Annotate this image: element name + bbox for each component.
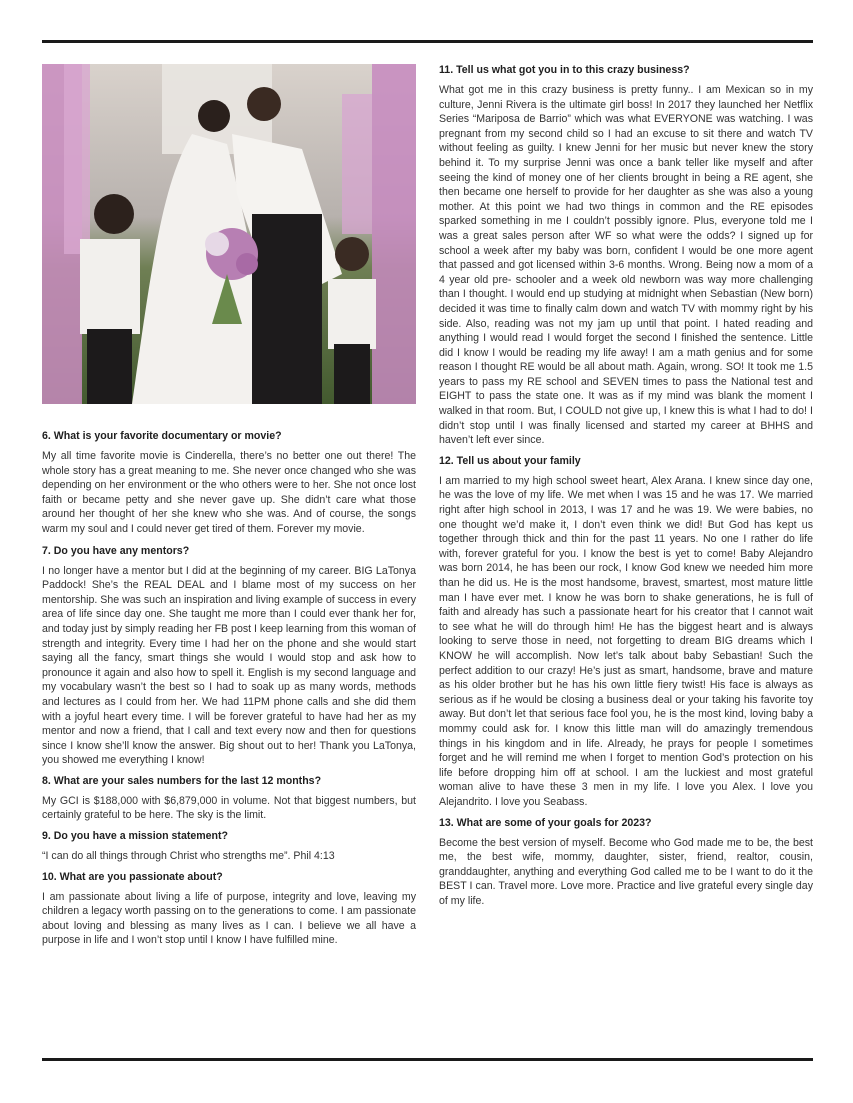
question-12 bbox=[439, 455, 813, 810]
question-10-answer: I am passionate about living a life of purpose, integrity and love, leaving my children a legacy worth passing on to the generations to come. I am passionate about loving and blessing as many lives as I can. I believe we all have a purpose in life and I won’t stop until I know I have fulfilled mine. bbox=[42, 890, 416, 947]
question-7-heading: 7. Do you have any mentors? bbox=[42, 544, 190, 557]
question-9-answer: “I can do all things through Christ who strengths me”. Phil 4:13 bbox=[42, 850, 335, 863]
question-12-heading: 12. Tell us about your family bbox=[439, 454, 581, 467]
question-9 bbox=[42, 830, 416, 864]
right-column bbox=[439, 64, 813, 915]
question-12-answer: I am married to my high school sweet heart, Alex Arana. I knew since day one, he was the love of my life. We met when I was 15 and he was 17. We married right after high school in 2013, I was 17 and he was 19. We were babies, no one thought we’d make it, I don’t even think we did! But God has kept us together through thick and thin for the past 11 years. No one I rather do life with, forever grateful for you. I know the best is yet to come! Baby Alejandro was born 2014, he has been our rock, I know God knew we needed him more than he did us. He is the most handsome, bravest, smartest, most mature little man I have ever met. I know he was born to shake generations, he is full of faith and already has such a passionate heart for his creator that I cannot wait to see what he will do through him! He has the biggest heart and is always looking to serve those in need, not forgetting to dream BIG dreams which I KNOW he will accomplish. Now let’s talk about baby Sebastian! Such the perfect addition to our crazy! He’s just as smart, handsome, brave and mature as his older brother but he has his own little fiery twist! His face is always as serious as if he would be closing a business deal or your taking his favorite toy away. But don’t let that serious face fool you, he is the most kind, loving baby a mommy could ask for. I know this little man will do amazingly tremendous things in his kingdom and in life. Already, he prays for people I sometimes forget and he will remind me when I forget to mention God’s protection on his life before dropping him off at school. I am the luckiest and most grateful woman alive to have these 3 men in my life. I love you Alex. I love you Alejandrito. I love you Seabass. bbox=[439, 474, 813, 808]
left-text-block bbox=[42, 430, 416, 948]
question-11 bbox=[439, 64, 813, 448]
question-9-heading: 9. Do you have a mission statement? bbox=[42, 830, 229, 843]
question-8-heading: 8. What are your sales numbers for the last 12 months? bbox=[42, 774, 322, 787]
question-10 bbox=[42, 871, 416, 948]
question-11-answer: What got me in this crazy business is pretty funny.. I am Mexican so in my culture, Jenni Rivera is the ultimate girl boss! In 2017 they launched her Netflix Series “Mariposa de Barrio” which was what EVERYONE was watching. I was pregnant from my second child so I had an excuse to sit there and watch TV without feeling as guilty. I knew Jenni for her music but never knew the story behind it. To my surprise Jenni was once a bank teller like myself and after seeing the kind of money one of her clients brought in being a RE agent, she then became one herself to provide for her daughter as she was also a young mother. At this point we had two things in common and the RE episodes sparked something in me I couldn’t possibly ignore. Plus, everyone told me I was a great sales person after WF so what were the odds? I signed up for school a week after my baby was born, confident I would be one more agent that passed and got licensed within 3-6 months. Wrong. Being now a mom of a 4 year old pre- schooler and a week old newborn was way more challenging than I thought. I would end up studying at midnight when Sebastian (New born) decided it was time to finally calm down and watch TV with mommy right by his side. Also, reading was not my jam up until that point. I hated reading and anything I would read I would forget the second I finished the sentence. Little did I know I would be reading my life away! I am a math genius and for some reason I thought RE would be all about math. Again, wrong. SO! It took me 1.5 years to pass my RE school and SEVEN times to pass the National test and EIGHT to pass the state one. It was as if my mind was blank the moment I walked in that room. But, I COULD not give up, I knew this is what I had to do! I didn’t stop until I was finally licensed and started my career at BHHS and haven’t left ever since. bbox=[439, 84, 813, 447]
question-6-heading: 6. What is your favorite documentary or movie? bbox=[42, 430, 282, 442]
top-rule bbox=[42, 40, 813, 43]
question-11-heading: 11. Tell us what got you in to this crazy business? bbox=[439, 64, 690, 76]
question-6 bbox=[42, 430, 416, 537]
family-wedding-photo bbox=[42, 64, 416, 404]
bottom-rule bbox=[42, 1058, 813, 1061]
question-7-answer: I no longer have a mentor but I did at the beginning of my career. BIG LaTonya Paddock! She’s the REAL DEAL and I blame most of my success on her mentorship. She was such an inspiration and living example of success in every area of life since day one. She taught me more than I could ever thank her for, and today just by simply reading her FB post I keep learning from this woman of strength and integrity. Every time I had her on the phone and she would start saying all the fancy, smart things she would I would stop and ask how to pronounce it again and also how to spell it. English is my second language and my vocabulary wasn’t the best so I had to soak up as many words, methods and lectures as I could from her. We had 11PM phone calls and she did them with a joyful heart every time. I will be forever grateful to have had her as my mentor and now a friend, that I call and text every now and then for questions since I know she’ll know the answer. Big shout out to her! Thank you LaTonya, you showed me everything I know! bbox=[42, 564, 416, 767]
photo-illustration bbox=[42, 64, 416, 404]
question-8 bbox=[42, 775, 416, 823]
question-13-heading: 13. What are some of your goals for 2023? bbox=[439, 816, 652, 829]
question-6-answer: My all time favorite movie is Cinderella, there’s no better one out there! The whole story has a great meaning to me. She never once changed who she was depending on her environment or the who others were to her. She not once lost faith or became petty and she never gave up. She didn’t care what those around her thought of her she knew who she was. And of course, the songs warm my soul and I could never get tired of them. Forever my movie. bbox=[42, 450, 416, 535]
question-8-answer: My GCI is $188,000 with $6,879,000 in volume. Not that biggest numbers, but certainly grateful to be here. The sky is the limit. bbox=[42, 794, 416, 822]
left-column bbox=[42, 64, 416, 955]
question-13 bbox=[439, 817, 813, 909]
question-13-answer: Become the best version of myself. Become who God made me to be, the best me, the best wife, mommy, daughter, sister, friend, realtor, cousin, granddaughter, anything and everything God called me to be I want to do it the BEST I can. Travel more. Love more. Practice and live grateful every single day of my life. bbox=[439, 836, 813, 907]
question-7 bbox=[42, 545, 416, 768]
question-10-heading: 10. What are you passionate about? bbox=[42, 870, 223, 883]
